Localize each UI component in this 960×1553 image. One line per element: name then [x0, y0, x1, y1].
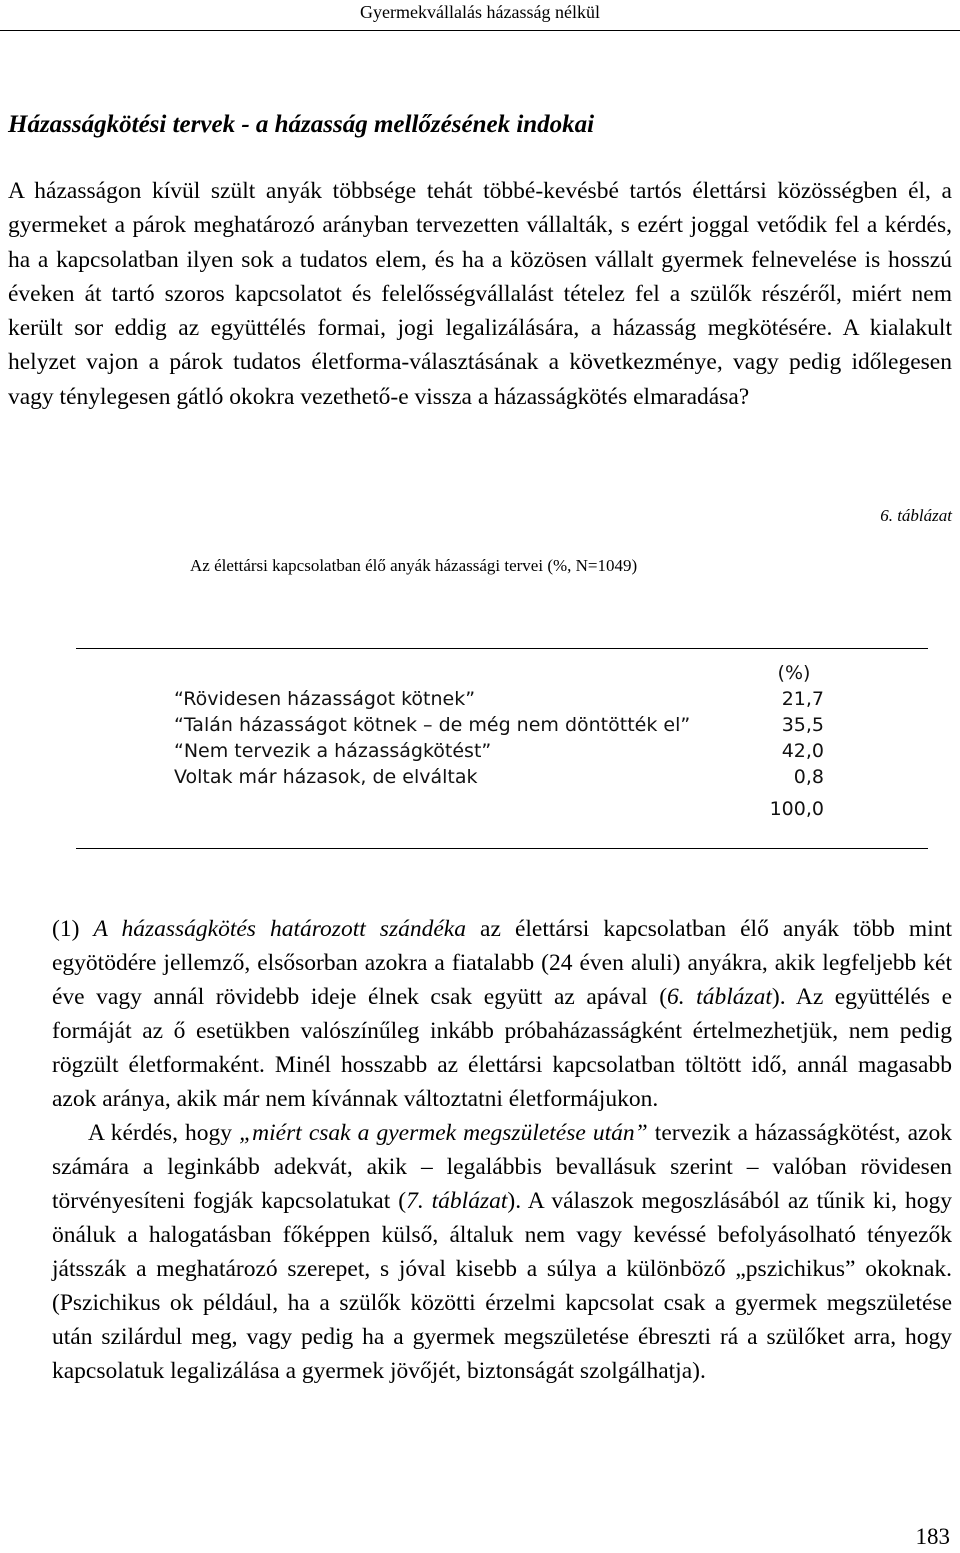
table-total-row: [174, 796, 834, 822]
row-value: 42,0: [781, 740, 824, 762]
row-value: 35,5: [781, 714, 824, 736]
table-row: [174, 712, 834, 738]
intro-text: A házasságon kívül szült anyák többsége tehát többé-kevésbé tartós élettársi közösségben él, a gyermeket a párok meghatározó arányban tervezetten vállalták, s ezért joggal vetődik fel a kérdés, ha a kapcsolatban ilyen sok a tudatos elem, és ha a közösen vállalt gyermek felnevelése is hosszú éveken át tartó szoros kapcsolatot és felelősségvállalást tételez fel a szülők részéről, miért nem került sor eddig az együttélés formai, jogi legalizálására, a házasság megkötésére. A kialakult helyzet vajon a párok tudatos életforma-választásának a következménye, vagy pedig időlegesen vagy ténylegesen gátló okokra vezethető-e vissza a házasságkötés elmaradása?: [8, 178, 952, 410]
table-reference: 7. táblázat: [406, 1188, 508, 1214]
body-paragraph-1: (1) A házasságkötés határozott szándéka az élettársi kapcsolatban élő anyák több mint egyötödére jellemző, elsősorban azokra a fiatalabb (24 éven aluli) anyákra, akik legfeljebb két éve vagy annál rövidebb ideje élnek csak együtt az apával (6. táblázat). Az együttélés e formáját az ő esetükben valószínűleg inkább próbaházasságként értelmezhetjük, nem pedig rögzült életformaként. Minél hosszabb az élettársi kapcsolatban töltött idő, annál magasabb azok aránya, akik már nem kívánnak változtatni életformájukon.: [52, 916, 953, 1112]
row-label: Voltak már házasok, de elváltak: [174, 766, 478, 788]
table-bottom-rule: [76, 848, 928, 849]
table-row: [174, 764, 834, 790]
page-number: 183: [915, 1524, 950, 1549]
body-text: [52, 912, 952, 1388]
running-header: Gyermekvállalás házasság nélkül: [360, 2, 600, 22]
intro-paragraph: [8, 174, 952, 414]
table-reference: 6. táblázat: [667, 984, 772, 1010]
table-header-row: [174, 660, 834, 686]
table-number: 6. táblázat: [880, 506, 952, 525]
row-label: “Talán házasságot kötnek – de még nem döntötték el”: [174, 714, 691, 736]
intention-phrase: A házasságkötés határozott szándéka: [93, 916, 466, 942]
row-value: 21,7: [781, 688, 824, 710]
row-label: “Rövidesen házasságot kötnek”: [174, 688, 476, 710]
table-top-rule: [76, 648, 928, 649]
table-row: [174, 686, 834, 712]
row-label: “Nem tervezik a házasságkötést”: [174, 740, 492, 762]
table-total-value: 100,0: [769, 798, 824, 820]
table-caption: Az élettársi kapcsolatban élő anyák házassági tervei (%, N=1049): [190, 556, 638, 575]
marriage-plans-table: [174, 660, 834, 822]
question-quote: „miért csak a gyermek megszületése után”: [239, 1120, 648, 1146]
body-paragraph-2: A kérdés, hogy „miért csak a gyermek megszületése után” tervezik a házasságkötést, azok számára a leginkább adekvát, akik – legalábbis bevallásuk szerint – valóban rövidesen törvényesíteni fogják kapcsolatukat (7. táblázat). A válaszok megoszlásából az tűnik ki, hogy önáluk a halogatásban főképpen külső, általuk nem vagy kevéssé befolyásolható tényezők játsszák a meghatározó szerepet, s jóval kisebb a súlya a különböző „pszichikus” okoknak. (Pszichikus ok például, ha a szülők közötti érzelmi kapcsolat csak a gyermek megszületése után szilárdul meg, vagy pedig ha a gyermek megszületése ébreszti rá a szülőket arra, hogy kapcsolatuk legalizálása a gyermek jövőjét, biztonságát szolgálhatja).: [52, 1120, 953, 1384]
header-rule: [0, 30, 960, 31]
column-header-percent: (%): [777, 662, 811, 684]
section-title: Házasságkötési tervek - a házasság mellőzésének indokai: [8, 111, 595, 138]
row-value: 0,8: [793, 766, 824, 788]
table-row: [174, 738, 834, 764]
